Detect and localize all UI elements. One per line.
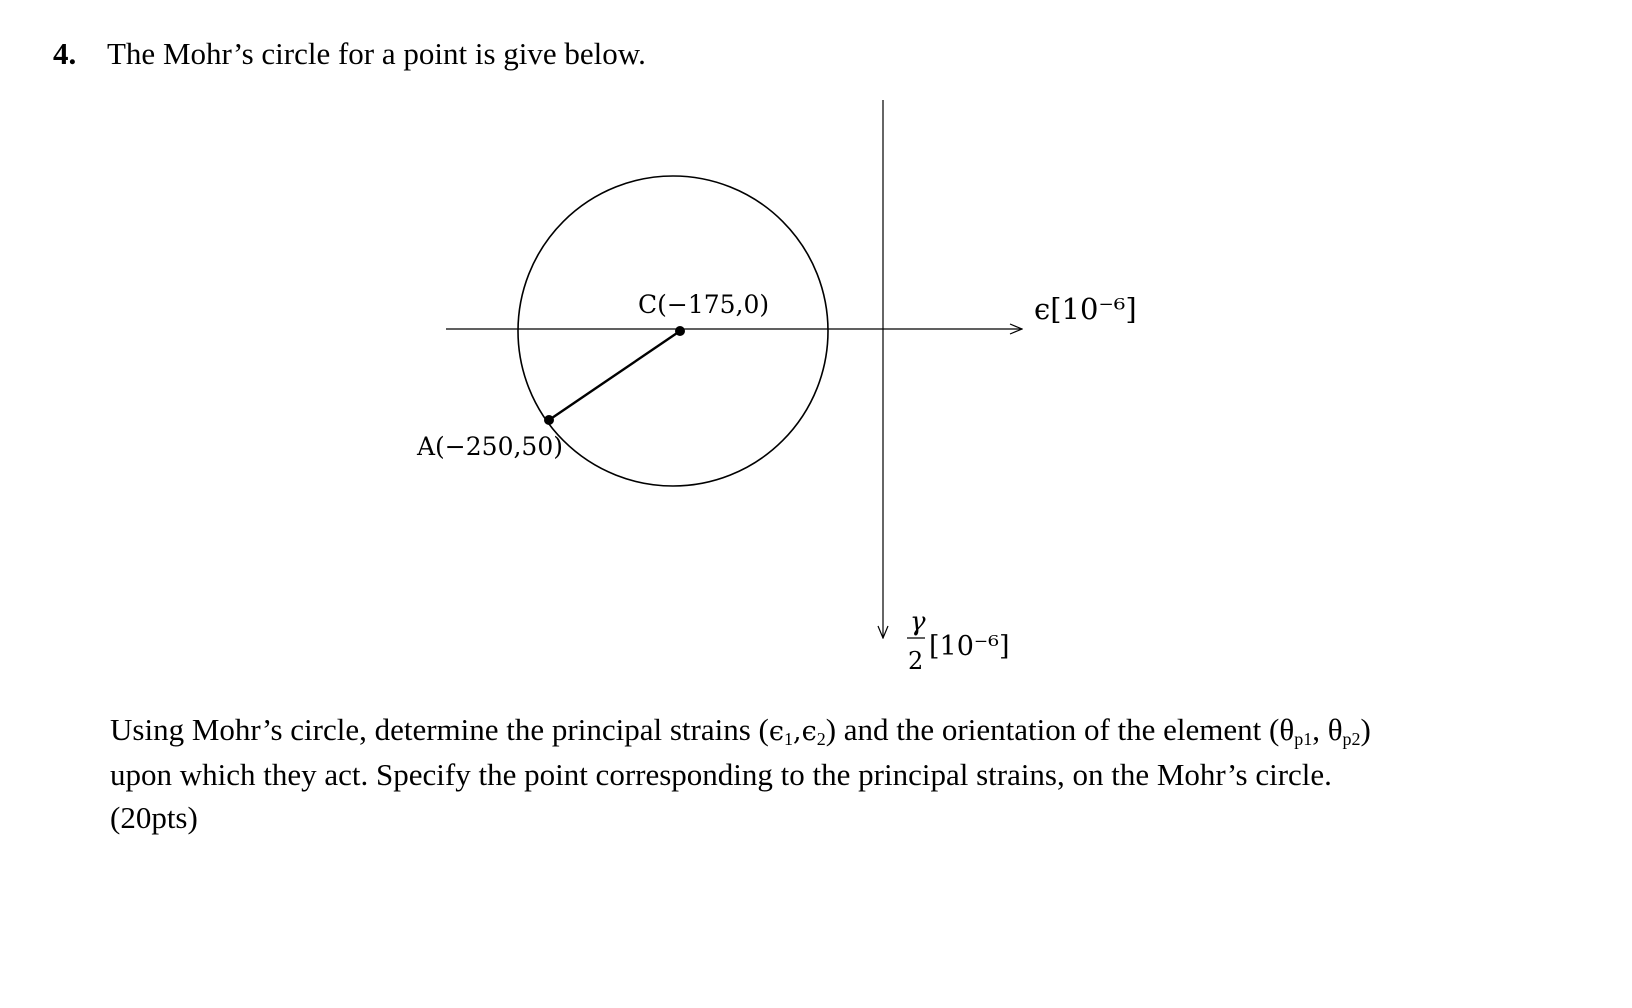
point-a-label: A(−250,50) [417,432,563,461]
y-axis-label-unit: [10⁻⁶] [929,631,1010,662]
point-c [675,326,685,336]
body-line-3: (20pts) [110,800,198,835]
mohr-circle [518,176,828,486]
center-label: C(−175,0) [638,290,770,319]
y-axis-label-denominator: 2 [908,647,924,675]
question-title: The Mohr’s circle for a point is give below. [107,36,646,71]
question-number: 4. [53,36,77,71]
point-a [544,415,554,425]
question-body [110,708,1590,839]
x-axis-label: ϵ[10⁻⁶] [1034,292,1137,326]
y-axis-label-numerator: γ [910,607,926,637]
body-line-1: Using Mohr’s circle, determine the principal strains $(\epsilon_1,\epsilon_2)$ and the orientation of the element ($\theta_{p1}$, $\theta_{p2}$) [110,712,1371,749]
radius-line [549,331,680,420]
body-line-2: upon which they act. Specify the point corresponding to the principal strains, on the Mohr’s circle. [110,757,1332,792]
